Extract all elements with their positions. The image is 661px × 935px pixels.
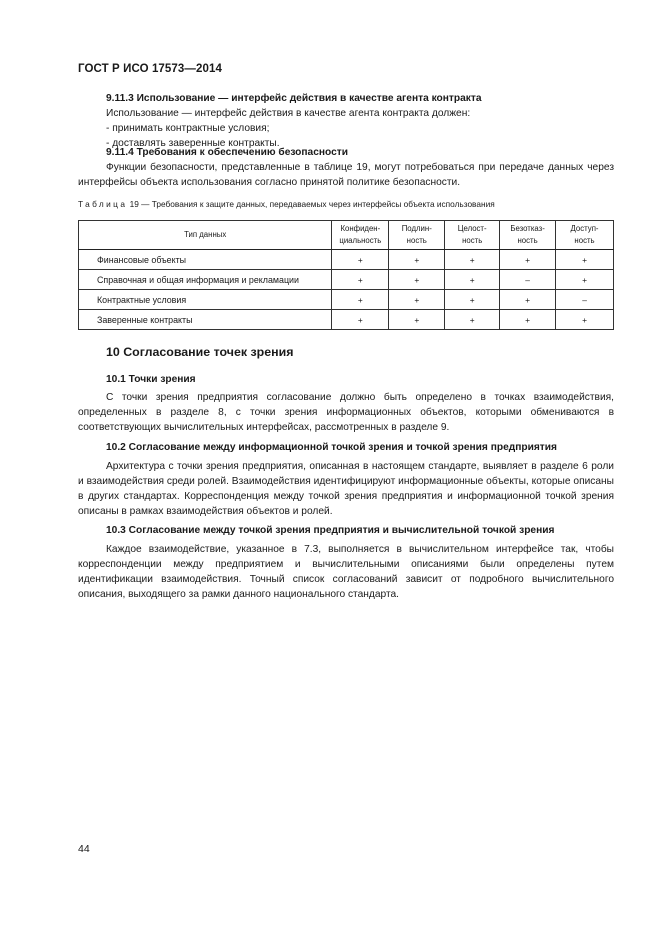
- section-10-1-text: С точки зрения предприятия согласование должно быть определено в точках взаимодействия, определенных в разделе 8, с точки зрения информационных объектов, которыми обмениваются в соответствующих вычислительных интерфейсах, рассмотренных в разделе 9.: [78, 392, 614, 433]
- section-10-title: 10 Согласование точек зрения: [106, 345, 294, 359]
- table-cell: Справочная и общая информация и рекламации: [79, 270, 332, 290]
- table-cell: +: [389, 270, 445, 290]
- table-cell: –: [556, 290, 614, 310]
- table-caption-text: 19 — Требования к защите данных, передаваемых через интерфейсы объекта использования: [127, 199, 495, 209]
- table-cell: +: [445, 310, 500, 330]
- section-10-2-text: Архитектура с точки зрения предприятия, описанная в настоящем стандарте, выявляет в разделе 6 роли и взаимодействия среди ролей. Взаимодействия идентифицируют информационные объекты, которые описаны в других стандартах. Корреспонденция между точкой зрения предприятия и информационной точкой зрения описаны в рамках взаимодействия объектов и ролей.: [78, 461, 614, 517]
- column-header: Подлин- ность: [389, 221, 445, 250]
- list-item: - принимать контрактные условия;: [106, 123, 270, 134]
- section-9-11-3-title: 9.11.3 Использование — интерфейс действия в качестве агента контракта: [106, 93, 482, 104]
- table-cell: +: [556, 270, 614, 290]
- table-header-row: [79, 221, 614, 250]
- table-cell: +: [445, 250, 500, 270]
- table-row: [79, 310, 614, 330]
- column-header: Безотказ- ность: [500, 221, 556, 250]
- section-9-11-4-text: Функции безопасности, представленные в таблице 19, могут потребоваться при передаче данных через интерфейсы объекта использования согласно принятой политике безопасности.: [78, 162, 614, 188]
- table-cell: –: [500, 270, 556, 290]
- table-cell: +: [332, 290, 389, 310]
- table-cell: Контрактные условия: [79, 290, 332, 310]
- section-10-1-title: 10.1 Точки зрения: [106, 374, 196, 385]
- table-row: [79, 270, 614, 290]
- table-cell: +: [389, 290, 445, 310]
- section-10-3-title: 10.3 Согласование между точкой зрения предприятия и вычислительной точкой зрения: [106, 525, 555, 536]
- column-header: Конфиден- циальность: [332, 221, 389, 250]
- page-number: 44: [78, 843, 90, 855]
- section-10-3-text: Каждое взаимодействие, указанное в 7.3, выполняется в вычислительном интерфейсе так, чтобы корреспонденции между предприятием и вычислительными описаниями были определены путем идентификации взаимодействия. Точный список согласований зависит от подробного вычислительного описания, выходящего за рамки данного национального стандарта.: [78, 544, 614, 600]
- table-cell: +: [500, 290, 556, 310]
- table-cell: Финансовые объекты: [79, 250, 332, 270]
- table-cell: +: [389, 310, 445, 330]
- list-item: - доставлять заверенные контракты.: [106, 138, 280, 149]
- table-cell: Заверенные контракты: [79, 310, 332, 330]
- table-cell: +: [556, 250, 614, 270]
- section-9-11-4-title: 9.11.4 Требования к обеспечению безопасности: [106, 147, 349, 158]
- section-9-11-3-intro: Использование — интерфейс действия в качестве агента контракта должен:: [106, 108, 471, 119]
- table-caption-prefix: Таблица: [78, 199, 128, 209]
- table-cell: +: [500, 250, 556, 270]
- table-cell: +: [332, 270, 389, 290]
- document-header: ГОСТ Р ИСО 17573—2014: [78, 63, 223, 75]
- table-cell: +: [445, 270, 500, 290]
- column-header: Целост- ность: [445, 221, 500, 250]
- security-requirements-table: [78, 220, 614, 330]
- table-row: [79, 250, 614, 270]
- table-cell: +: [556, 310, 614, 330]
- table-row: [79, 290, 614, 310]
- table-cell: +: [332, 310, 389, 330]
- section-10-2-title: 10.2 Согласование между информационной точкой зрения и точкой зрения предприятия: [106, 442, 557, 453]
- table-cell: +: [500, 310, 556, 330]
- table-cell: +: [445, 290, 500, 310]
- table-cell: +: [389, 250, 445, 270]
- column-header: Доступ- ность: [556, 221, 614, 250]
- table-cell: +: [332, 250, 389, 270]
- table-caption: [78, 199, 495, 209]
- column-header: Тип данных: [79, 221, 332, 250]
